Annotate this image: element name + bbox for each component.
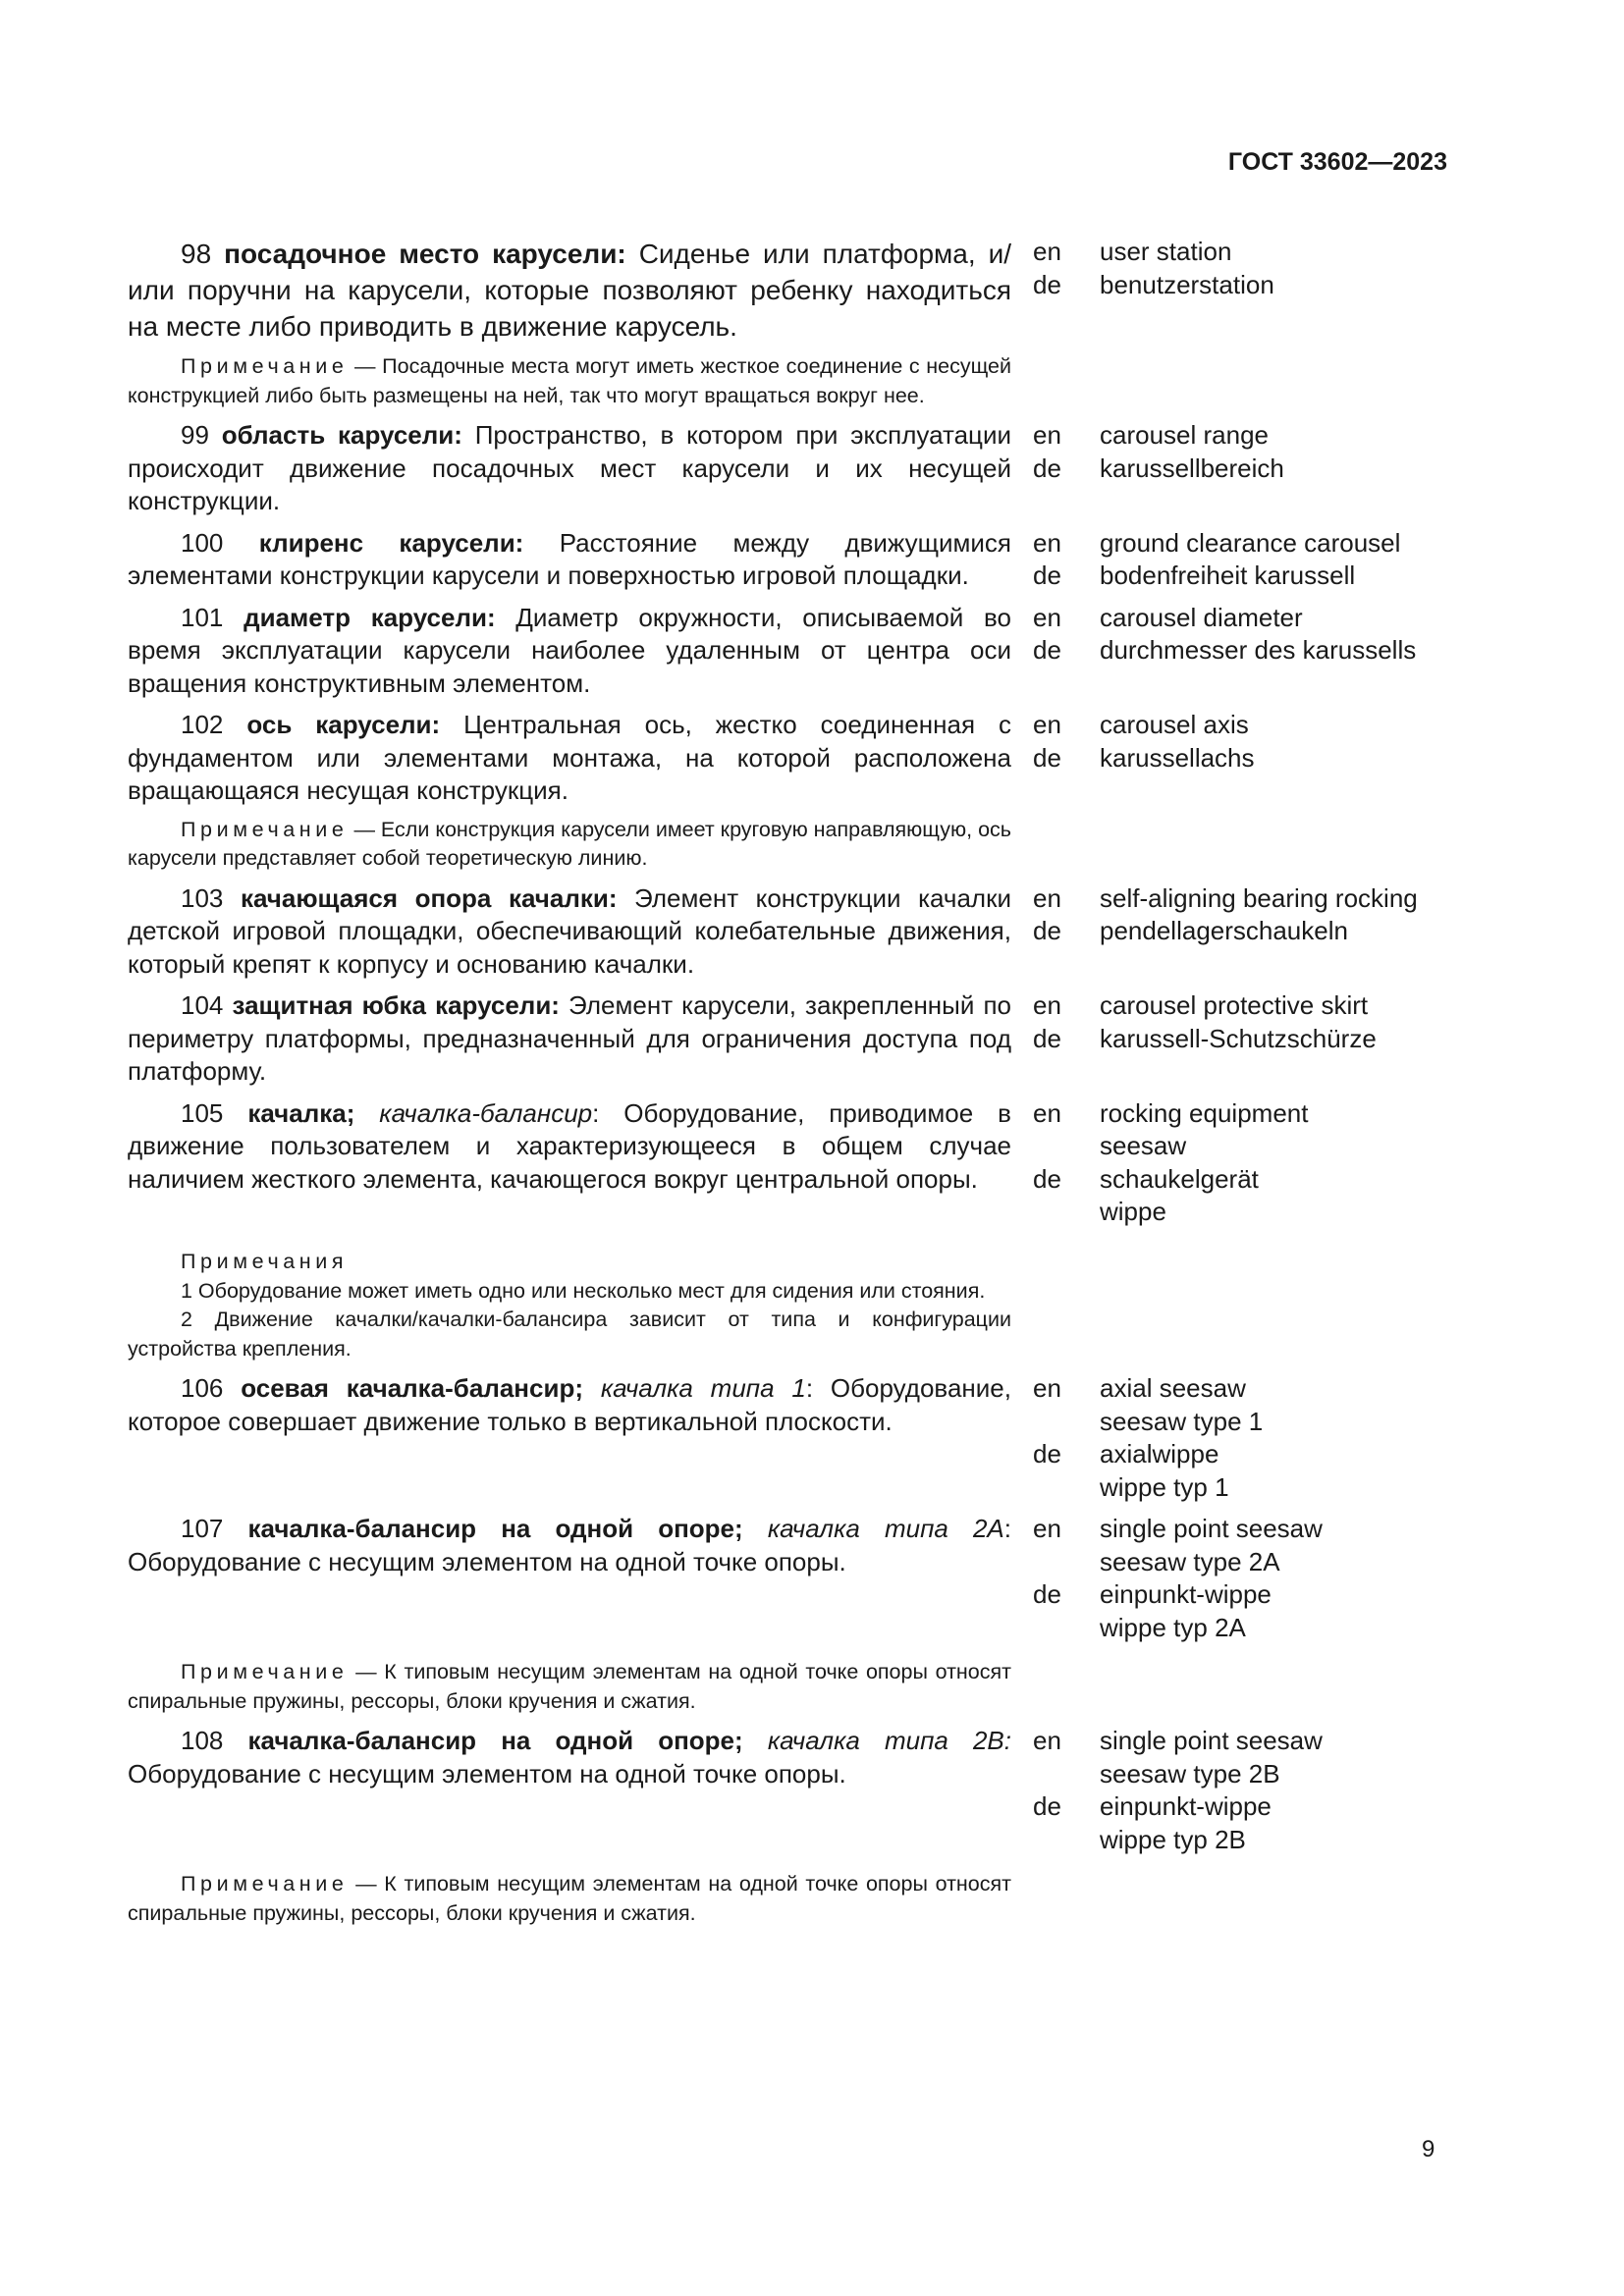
de-103: pendellagerschaukeln bbox=[1100, 916, 1348, 945]
en-98: user station bbox=[1100, 237, 1232, 266]
term-107: качалка-балансир на одной опоре; bbox=[247, 1514, 743, 1543]
synonym-106: качалка типа 1 bbox=[600, 1373, 806, 1403]
langs-106: en axial seesaw seesaw type 1 de axialwippe wippe typ 1 bbox=[1033, 1372, 1263, 1504]
definition-104: 104 защитная юбка карусели: Элемент карусели, закрепленный по периметру платформы, предназначенный для ограничения доступа под платформу. bbox=[128, 990, 1011, 1086]
de-98: benutzerstation bbox=[1100, 269, 1274, 299]
definition-106: 106 осевая качалка-балансир; качалка типа 1: Оборудование, которое совершает движение только в вертикальной плоскости. bbox=[128, 1373, 1011, 1436]
synonym-108: качалка типа 2В: bbox=[767, 1726, 1011, 1755]
term-entry-101 bbox=[0, 602, 1624, 701]
de-107-a: einpunkt-wippe bbox=[1100, 1579, 1272, 1609]
term-entry-104 bbox=[0, 989, 1624, 1089]
de-108-a: einpunkt-wippe bbox=[1100, 1791, 1272, 1821]
langs-101: en carousel diameter de durchmesser des karussells bbox=[1033, 602, 1416, 667]
page-number: 9 bbox=[1422, 2136, 1435, 2163]
term-entry-102 bbox=[0, 709, 1624, 874]
definition-98: 98 посадочное место карусели: Сиденье или платформа, и/или поручни на карусели, которые позволяют ребенку находиться на месте либо приводить в движение карусель. bbox=[128, 239, 1011, 342]
note-108: Примечание — К типовым несущим элементам на одной точке опоры относят спиральные пружины, рессоры, блоки кручения и сжатия. bbox=[128, 1872, 1011, 1925]
term-entry-99 bbox=[0, 419, 1624, 518]
definition-102: 102 ось карусели: Центральная ось, жестко соединенная с фундаментом или элементами монтажа, на которой расположена вращающаяся несущая конструкция. bbox=[128, 710, 1012, 805]
en-99: carousel range bbox=[1100, 420, 1269, 450]
term-entry-103 bbox=[0, 882, 1624, 982]
de-99: karussellbereich bbox=[1100, 453, 1284, 483]
notes-105: Примечания 1 Оборудование может иметь одно или несколько мест для сидения или стояния. 2 Движение качалки/качалки-балансира зависит от типа и конфигурации устройства крепления. bbox=[128, 1250, 1011, 1361]
definition-99: 99 область карусели: Пространство, в котором при эксплуатации происходит движение посадочных мест карусели и их несущей конструкции. bbox=[128, 420, 1012, 515]
synonym-107: качалка типа 2А bbox=[767, 1514, 1004, 1543]
de-105-a: schaukelgerät bbox=[1100, 1163, 1259, 1194]
definition-108: 108 качалка-балансир на одной опоре; качалка типа 2В: Оборудование с несущим элементом на одной точке опоры. bbox=[128, 1726, 1011, 1789]
term-100: клиренс карусели: bbox=[258, 527, 524, 558]
en-101: carousel diameter bbox=[1100, 602, 1303, 632]
term-99: область карусели: bbox=[221, 420, 462, 450]
definition-100: 100 клиренс карусели: Расстояние между движущимися элементами конструкции карусели и поверхностью игровой площадки. bbox=[128, 527, 1012, 590]
en-106-a: axial seesaw bbox=[1100, 1373, 1246, 1403]
langs-108: en single point seesaw seesaw type 2B de einpunkt-wippe wippe typ 2B bbox=[1033, 1725, 1323, 1856]
term-entry-100 bbox=[0, 527, 1624, 593]
term-103: качающаяся опора качалки: bbox=[240, 882, 618, 913]
synonym-105: качалка-балансир bbox=[379, 1097, 593, 1128]
term-entry-106 bbox=[0, 1372, 1624, 1504]
langs-103: en self-aligning bearing rocking de pendellagerschaukeln bbox=[1033, 882, 1418, 948]
de-108-b: wippe typ 2B bbox=[1100, 1824, 1246, 1854]
langs-99: en carousel range de karussellbereich bbox=[1033, 419, 1284, 485]
term-entry-107 bbox=[0, 1513, 1624, 1716]
term-entry-98 bbox=[0, 236, 1624, 410]
de-107-b: wippe typ 2A bbox=[1100, 1612, 1246, 1642]
langs-102: en carousel axis de karussellachs bbox=[1033, 709, 1255, 774]
de-101: durchmesser des karussells bbox=[1100, 635, 1417, 665]
langs-104: en carousel protective skirt de karussell-Schutzschürze bbox=[1033, 989, 1377, 1055]
note-107: Примечание — К типовым несущим элементам на одной точке опоры относят спиральные пружины, рессоры, блоки кручения и сжатия. bbox=[128, 1660, 1011, 1713]
definition-105: 105 качалка; качалка-балансир: Оборудование, приводимое в движение пользователем и характеризующееся в общем случае наличием жесткого элемента, качающегося вокруг центральной опоры. bbox=[128, 1097, 1011, 1194]
definition-103: 103 качающаяся опора качалки: Элемент конструкции качалки детской игровой площадки, обеспечивающий колебательные движения, который крепят к корпусу и основанию качалки. bbox=[128, 882, 1011, 979]
en-103: self-aligning bearing rocking bbox=[1100, 882, 1418, 913]
en-102: carousel axis bbox=[1100, 710, 1249, 739]
definition-101: 101 диаметр карусели: Диаметр окружности, описываемой во время эксплуатации карусели наиболее удаленным от центра оси вращения конструктивным элементом. bbox=[128, 602, 1011, 698]
de-102: karussellachs bbox=[1100, 742, 1255, 773]
note-98: Примечание — Посадочные места могут иметь жесткое соединение с несущей конструкцией либо быть размещены на ней, так что могут вращаться вокруг нее. bbox=[128, 354, 1011, 407]
de-106-a: axialwippe bbox=[1100, 1439, 1219, 1468]
en-107-b: seesaw type 2A bbox=[1100, 1546, 1280, 1576]
term-entry-108 bbox=[0, 1725, 1624, 1928]
term-98: посадочное место карусели: bbox=[224, 239, 626, 269]
term-101: диаметр карусели: bbox=[244, 602, 496, 632]
en-100: ground clearance carousel bbox=[1100, 527, 1401, 558]
de-105-b: wippe bbox=[1100, 1197, 1166, 1226]
en-107-a: single point seesaw bbox=[1100, 1514, 1323, 1543]
en-108-b: seesaw type 2B bbox=[1100, 1758, 1280, 1789]
en-104: carousel protective skirt bbox=[1100, 990, 1369, 1020]
term-106: осевая качалка-балансир; bbox=[241, 1373, 583, 1403]
en-105-a: rocking equipment bbox=[1100, 1097, 1309, 1128]
langs-98: en user station de benutzerstation bbox=[1033, 236, 1274, 301]
de-104: karussell-Schutzschürze bbox=[1100, 1023, 1377, 1053]
en-106-b: seesaw type 1 bbox=[1100, 1406, 1264, 1436]
term-entry-105 bbox=[0, 1097, 1624, 1364]
term-104: защитная юбка карусели: bbox=[232, 990, 560, 1020]
doc-code: ГОСТ 33602—2023 bbox=[1227, 148, 1447, 176]
de-106-b: wippe typ 1 bbox=[1100, 1471, 1229, 1502]
langs-100: en ground clearance carousel de bodenfreiheit karussell bbox=[1033, 527, 1400, 593]
en-108-a: single point seesaw bbox=[1100, 1726, 1323, 1755]
term-102: ось карусели: bbox=[246, 710, 441, 739]
en-105-b: seesaw bbox=[1100, 1131, 1187, 1160]
terms-list bbox=[0, 236, 1624, 1928]
term-105: качалка; bbox=[247, 1097, 355, 1128]
definition-107: 107 качалка-балансир на одной опоре; качалка типа 2А: Оборудование с несущим элементом на одной точке опоры. bbox=[128, 1514, 1011, 1576]
de-100: bodenfreiheit karussell bbox=[1100, 561, 1356, 590]
langs-105: en rocking equipment seesaw de schaukelgerät wippe bbox=[1033, 1097, 1308, 1229]
term-108: качалка-балансир на одной опоре; bbox=[247, 1726, 743, 1755]
langs-107: en single point seesaw seesaw type 2A de einpunkt-wippe wippe typ 2A bbox=[1033, 1513, 1323, 1644]
note-102: Примечание — Если конструкция карусели имеет круговую направляющую, ось карусели представляет собой теоретическую линию. bbox=[128, 817, 1011, 870]
